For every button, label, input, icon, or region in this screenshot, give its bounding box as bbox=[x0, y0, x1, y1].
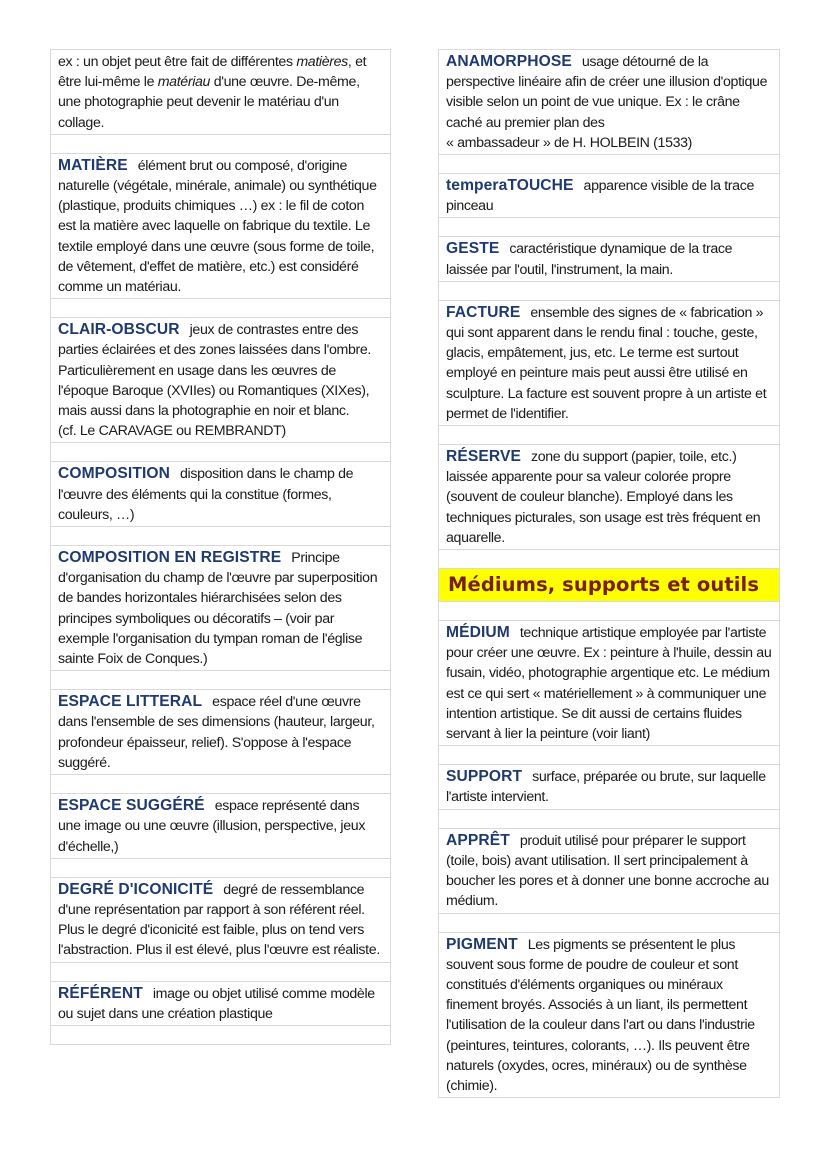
glossary-entry-matiere bbox=[51, 154, 390, 299]
entry-definition: produit utilisé pour préparer le support (toile, bois) avant utilisation. Il sert principalement à boucher les pores et à donner une bonne accroche au médium. bbox=[446, 832, 769, 910]
separator-row bbox=[439, 746, 779, 765]
separator-row bbox=[51, 671, 390, 690]
entry-term: COMPOSITION EN REGISTRE bbox=[58, 549, 282, 567]
entry-definition: surface, préparée ou brute, sur laquelle l'artiste intervient. bbox=[446, 769, 766, 806]
section-heading-mediums: Médiums, supports et outils bbox=[439, 569, 779, 602]
entry-term: temperaTOUCHE bbox=[446, 177, 574, 195]
separator-row bbox=[51, 1026, 390, 1045]
entry-definition: élément brut ou composé, d'origine naturelle (végétale, minérale, animale) ou synthétique (plastique, produits chimiques …) ex : le fil de coton est la matière avec laquelle on fabrique du textile. Le textile employé dans une œuvre (sous forme de toile, de vêtement, d'effet de matière, etc.) est considéré comme un matériau. bbox=[58, 157, 377, 296]
entry-term: RÉFÉRENT bbox=[58, 984, 143, 1002]
glossary-entry-pigment bbox=[439, 933, 779, 1099]
entry-definition: disposition dans le champ de l'œuvre des éléments qui la constitue (formes, couleurs, …) bbox=[58, 466, 354, 523]
entry-term: DEGRÉ D'ICONICITÉ bbox=[58, 880, 214, 898]
glossary-entry-touche bbox=[439, 174, 779, 218]
entry-definition: jeux de contrastes entre des parties éclairées et des zones laissées dans l'ombre. Particulièrement en usage dans les œuvres de l'époque Baroque (XVIIes) ou Romantiques (XIXes), mais aussi dans la photographie en noir et blanc. bbox=[58, 322, 372, 420]
entry-term: APPRÊT bbox=[446, 831, 510, 849]
glossary-entry-espace-suggere bbox=[51, 794, 390, 859]
intro-text-1: ex : un objet peut être fait de différentes bbox=[58, 54, 297, 70]
glossary-entry-geste bbox=[439, 237, 779, 281]
separator-row bbox=[51, 963, 390, 982]
separator-row bbox=[51, 775, 390, 794]
entry-definition: ensemble des signes de « fabrication » qui sont apparent dans le rendu final : touche, geste, glacis, empâtement, jus, etc. Le terme est surtout employé en peinture mais peut aussi être utilisé en sculpture. La facture est souvent propre à un artiste et permet de l'identifier. bbox=[446, 304, 767, 422]
entry-definition: apparence visible de la trace pinceau bbox=[446, 178, 754, 215]
separator-row bbox=[439, 426, 779, 445]
entry-definition: Principe d'organisation du champ de l'œuvre par superposition de bandes horizontales hiérarchisées selon des principes symboliques ou décoratifs – (voir par exemple l'organisation du tympan roman de l'église sainte Foix de Conques.) bbox=[58, 550, 378, 668]
entry-definition: espace représenté dans une image ou une œuvre (illusion, perspective, jeux d'échelle,) bbox=[58, 798, 366, 855]
glossary-entry-reserve bbox=[439, 445, 779, 550]
separator-row bbox=[439, 550, 779, 569]
intro-text-2: , et être lui-même le bbox=[58, 54, 367, 91]
entry-term: RÉSERVE bbox=[446, 448, 521, 466]
entry-term: SUPPORT bbox=[446, 768, 523, 786]
separator-row bbox=[51, 299, 390, 318]
entry-definition: caractéristique dynamique de la trace laissée par l'outil, l'instrument, la main. bbox=[446, 241, 733, 278]
entry-definition: degré de ressemblance d'une représentation par rapport à son référent réel. Plus le degré d'iconicité est faible, plus on tend vers l'abstraction. Plus il est élevé, plus l'œuvre est réaliste. bbox=[58, 881, 380, 959]
entry-term: MÉDIUM bbox=[446, 624, 510, 642]
entry-term: ESPACE LITTERAL bbox=[58, 693, 203, 711]
separator-row bbox=[51, 135, 390, 154]
glossary-entry-degre-iconicite bbox=[51, 878, 390, 963]
separator-row bbox=[439, 282, 779, 301]
entry-note: (cf. Le CARAVAGE ou REMBRANDT) bbox=[58, 423, 286, 440]
glossary-table-right bbox=[438, 49, 780, 1098]
glossary-entry-composition-en-registre bbox=[51, 546, 390, 671]
intro-italic-matieres: matières bbox=[296, 54, 348, 70]
glossary-entry-espace-litteral bbox=[51, 690, 390, 775]
separator-row bbox=[439, 914, 779, 933]
glossary-entry-anamorphose bbox=[439, 50, 779, 155]
separator-row bbox=[51, 859, 390, 878]
entry-term: COMPOSITION bbox=[58, 465, 170, 483]
entry-term: ESPACE SUGGÉRÉ bbox=[58, 797, 205, 815]
separator-row bbox=[51, 443, 390, 462]
glossary-entry-composition bbox=[51, 462, 390, 527]
intro-italic-materiau: matériau bbox=[157, 74, 211, 91]
glossary-table-left bbox=[50, 49, 391, 1045]
glossary-entry-referent bbox=[51, 982, 390, 1026]
glossary-entry-facture bbox=[439, 301, 779, 426]
entry-definition: espace réel d'une œuvre dans l'ensemble de ses dimensions (hauteur, largeur, profondeur épaisseur, relief). S'oppose à l'espace suggéré. bbox=[58, 694, 375, 771]
glossary-entry-appret bbox=[439, 829, 779, 914]
entry-definition: usage détourné de la perspective linéaire afin de créer une illusion d'optique visible selon un point de vue unique. Ex : le crâne caché au premier plan des bbox=[446, 54, 768, 131]
entry-term: CLAIR-OBSCUR bbox=[58, 321, 180, 339]
entry-definition: Les pigments se présentent le plus souvent sous forme de poudre de couleur et sont constitués d'éléments organiques ou minéraux finement broyés. Associés à un liant, ils permettent l'utilisation de la couleur dans l'art ou dans l'industrie (peintures, teintures, colorants, …). Ils peuvent être naturels (oxydes, ocres, minéraux) ou de synthèse (chimie). bbox=[446, 936, 755, 1094]
separator-row bbox=[439, 155, 779, 174]
intro-example bbox=[51, 50, 390, 135]
separator-row bbox=[439, 810, 779, 829]
entry-definition: technique artistique employée par l'artiste pour créer une œuvre. Ex : peinture à l'huile, dessin au fusain, vidéo, photographie argentique etc. Le médium est ce qui sert « matériellement » à communiquer une intention artistique. Se dit aussi de certains fluides servant à lier la peinture (voir liant) bbox=[446, 625, 772, 743]
glossary-entry-clair-obscur bbox=[51, 318, 390, 443]
glossary-entry-support bbox=[439, 765, 779, 809]
entry-term: ANAMORPHOSE bbox=[446, 53, 572, 70]
separator-row bbox=[439, 602, 779, 621]
entry-term: PIGMENT bbox=[446, 935, 518, 953]
entry-term: GESTE bbox=[446, 240, 500, 258]
entry-term: FACTURE bbox=[446, 303, 521, 321]
glossary-entry-medium bbox=[439, 621, 779, 746]
separator-row bbox=[51, 527, 390, 546]
separator-row bbox=[439, 218, 779, 237]
entry-definition: image ou objet utilisé comme modèle ou sujet dans une création plastique bbox=[58, 985, 375, 1022]
intro-text-3: d'une œuvre. De-même, une photographie peut devenir le matériau d'un collage. bbox=[58, 74, 360, 131]
entry-definition: zone du support (papier, toile, etc.) laissée apparente pour sa valeur colorée propre (souvent de couleur blanche). Employé dans les techniques picturales, son usage est très fréquent en aquarelle. bbox=[446, 449, 761, 546]
entry-note: « ambassadeur » de H. HOLBEIN (1533) bbox=[446, 134, 693, 151]
entry-term: MATIÈRE bbox=[58, 156, 128, 174]
